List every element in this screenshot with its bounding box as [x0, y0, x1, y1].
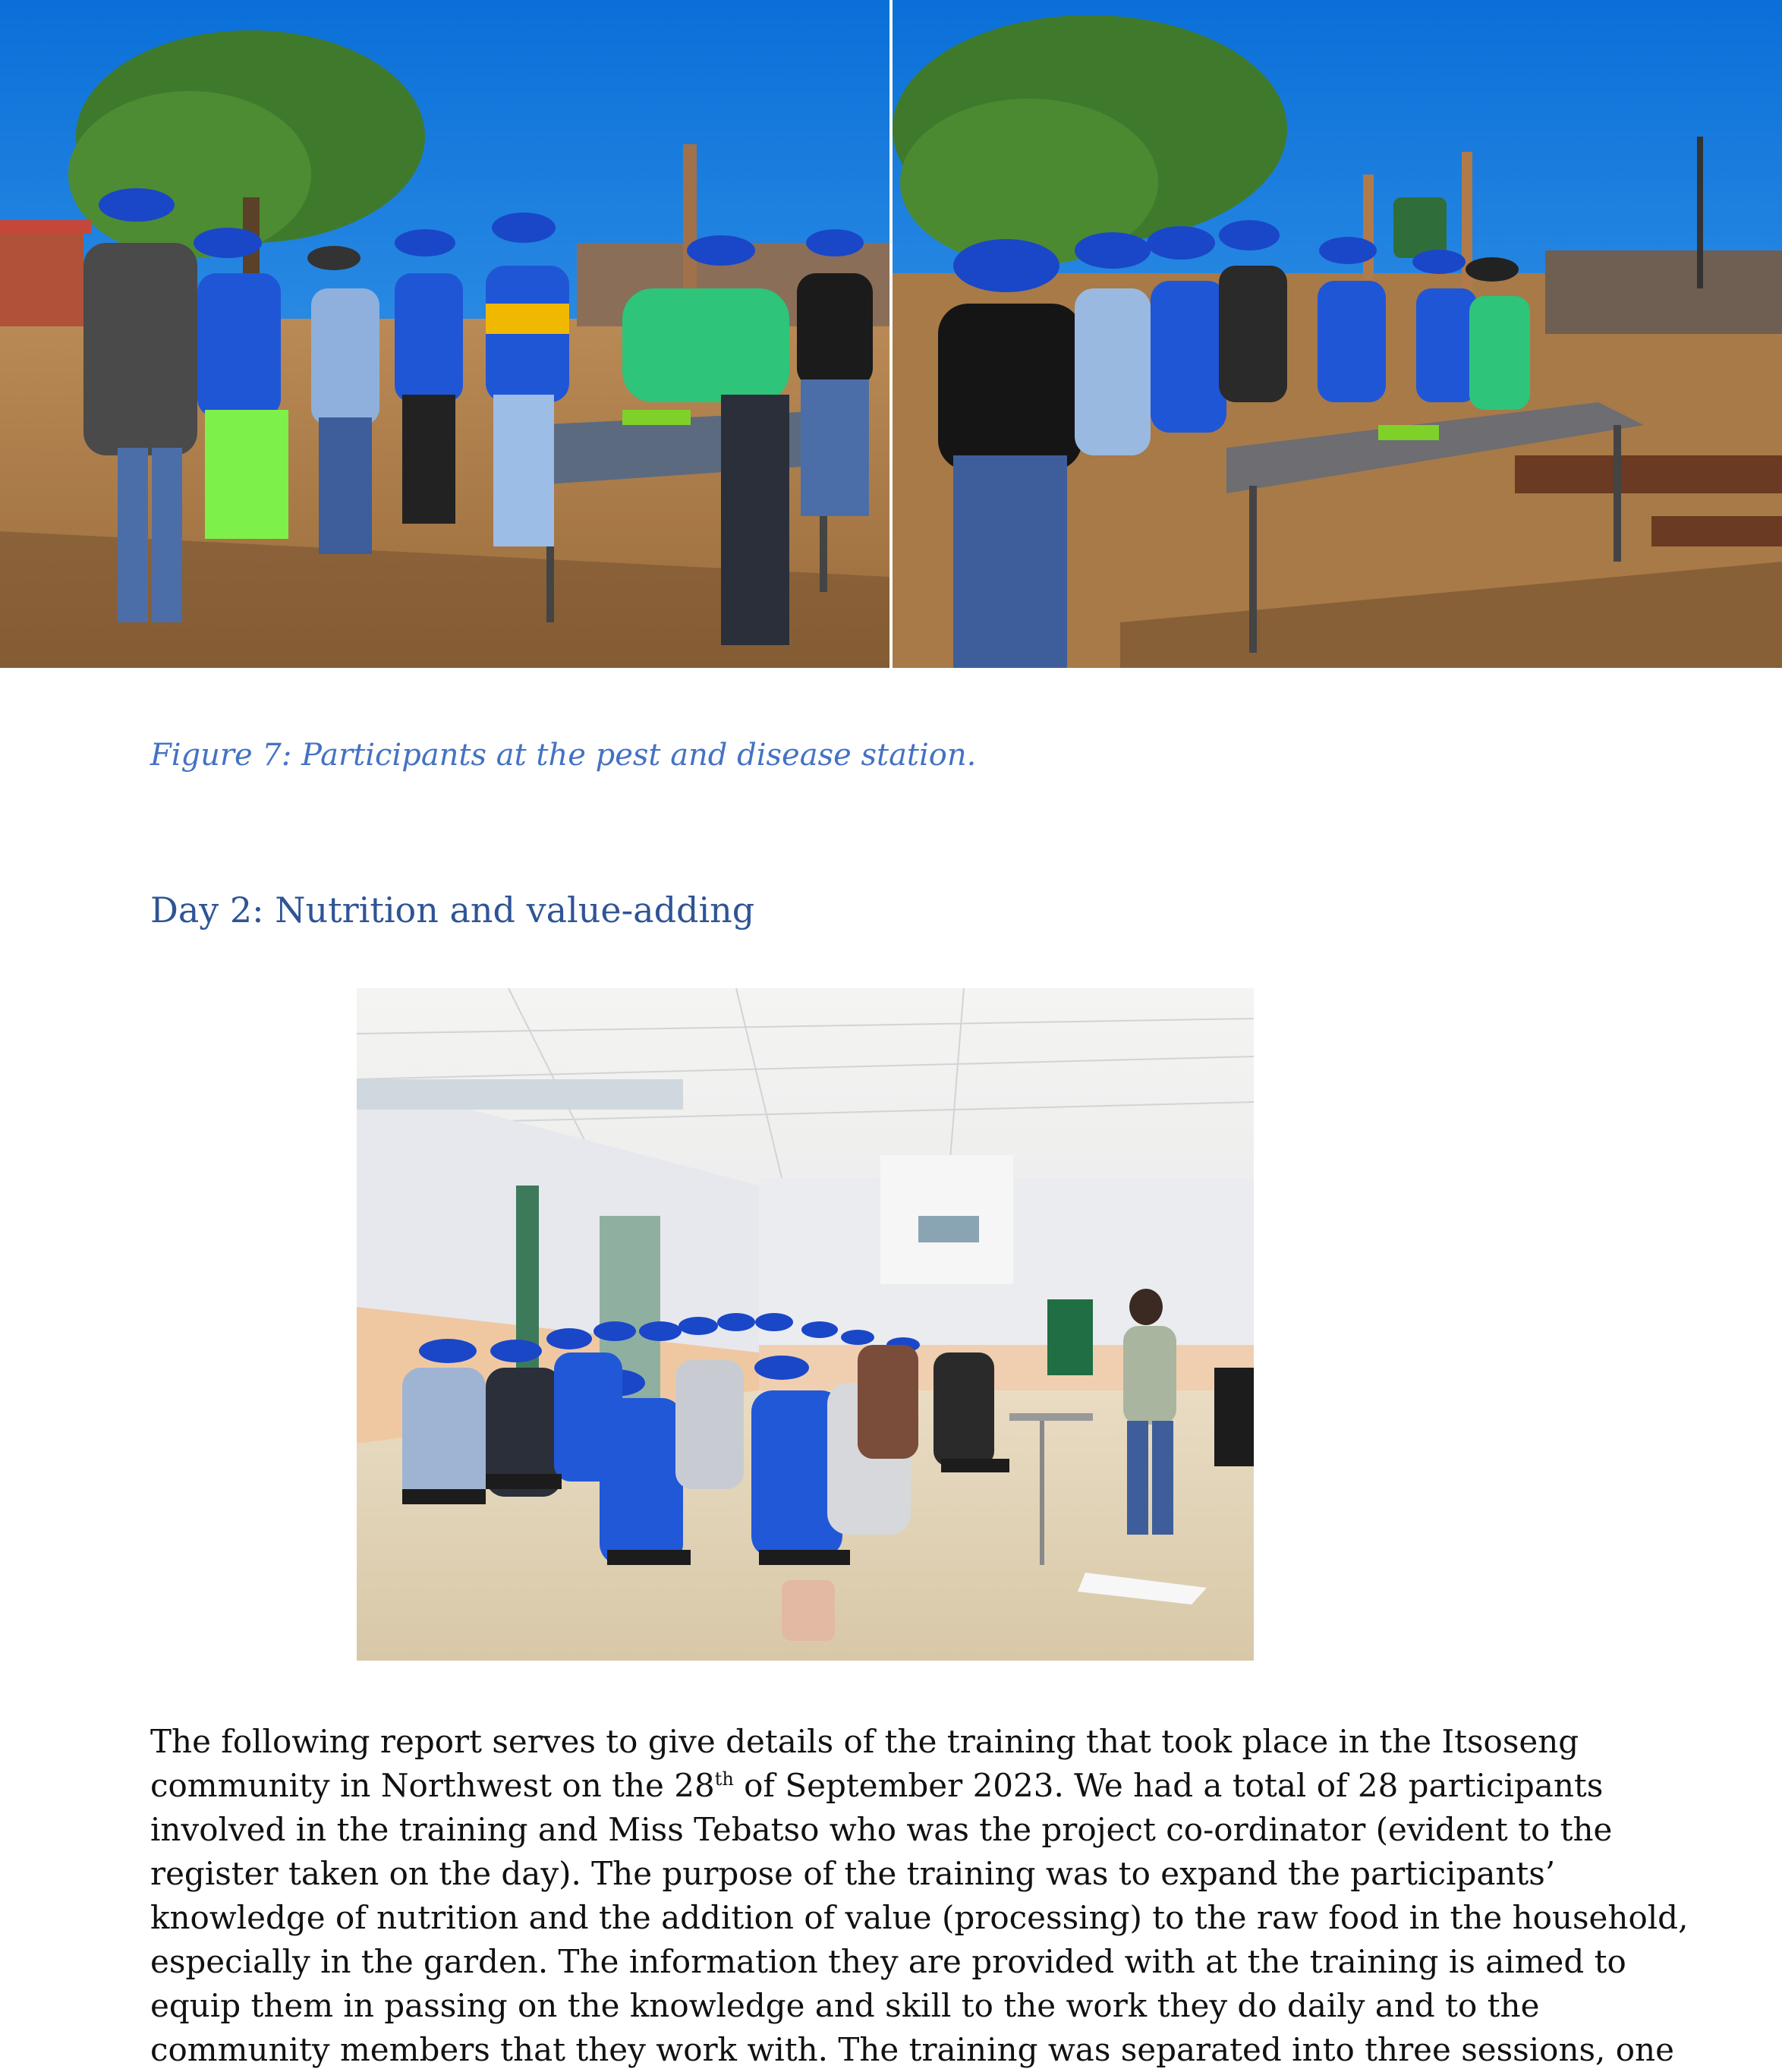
- photo-training-hall: [357, 988, 1254, 1661]
- photo-pest-station-right: [893, 0, 1782, 668]
- photo-training-hall-image: [357, 988, 1254, 1661]
- section-heading: Day 2: Nutrition and value-adding: [150, 890, 755, 931]
- photo-pest-station-left: [0, 0, 889, 668]
- paragraph-line-2-start: community in Northwest on the 28: [150, 1767, 715, 1804]
- paragraph-line-4: register taken on the day). The purpose of the training was to expand the participants’: [150, 1855, 1556, 1892]
- ordinal-suffix: th: [714, 1768, 734, 1790]
- photo-pest-station-left-image: [0, 0, 889, 668]
- paragraph-line-5: knowledge of nutrition and the addition of value (processing) to the raw food in the household,: [150, 1899, 1689, 1936]
- paragraph-line-2-end: of September 2023. We had a total of 28 participants: [733, 1767, 1604, 1804]
- paragraph-line-3: involved in the training and Miss Tebatso who was the project co-ordinator (evident to the: [150, 1811, 1613, 1848]
- paragraph-line-8: community members that they work with. The training was separated into three sessions, one: [150, 2031, 1674, 2068]
- paragraph-line-7: equip them in passing on the knowledge and skill to the work they do daily and to the: [150, 1987, 1540, 2024]
- paragraph-line-1: The following report serves to give details of the training that took place in the Itsoseng: [150, 1723, 1579, 1760]
- report-paragraph: [150, 1720, 1689, 2072]
- photo-pest-station-right-image: [893, 0, 1782, 668]
- paragraph-line-6: especially in the garden. The information they are provided with at the training is aimed to: [150, 1943, 1626, 1980]
- figure-caption: Figure 7: Participants at the pest and disease station.: [150, 738, 977, 773]
- paragraph-line-2: [150, 1764, 1638, 1808]
